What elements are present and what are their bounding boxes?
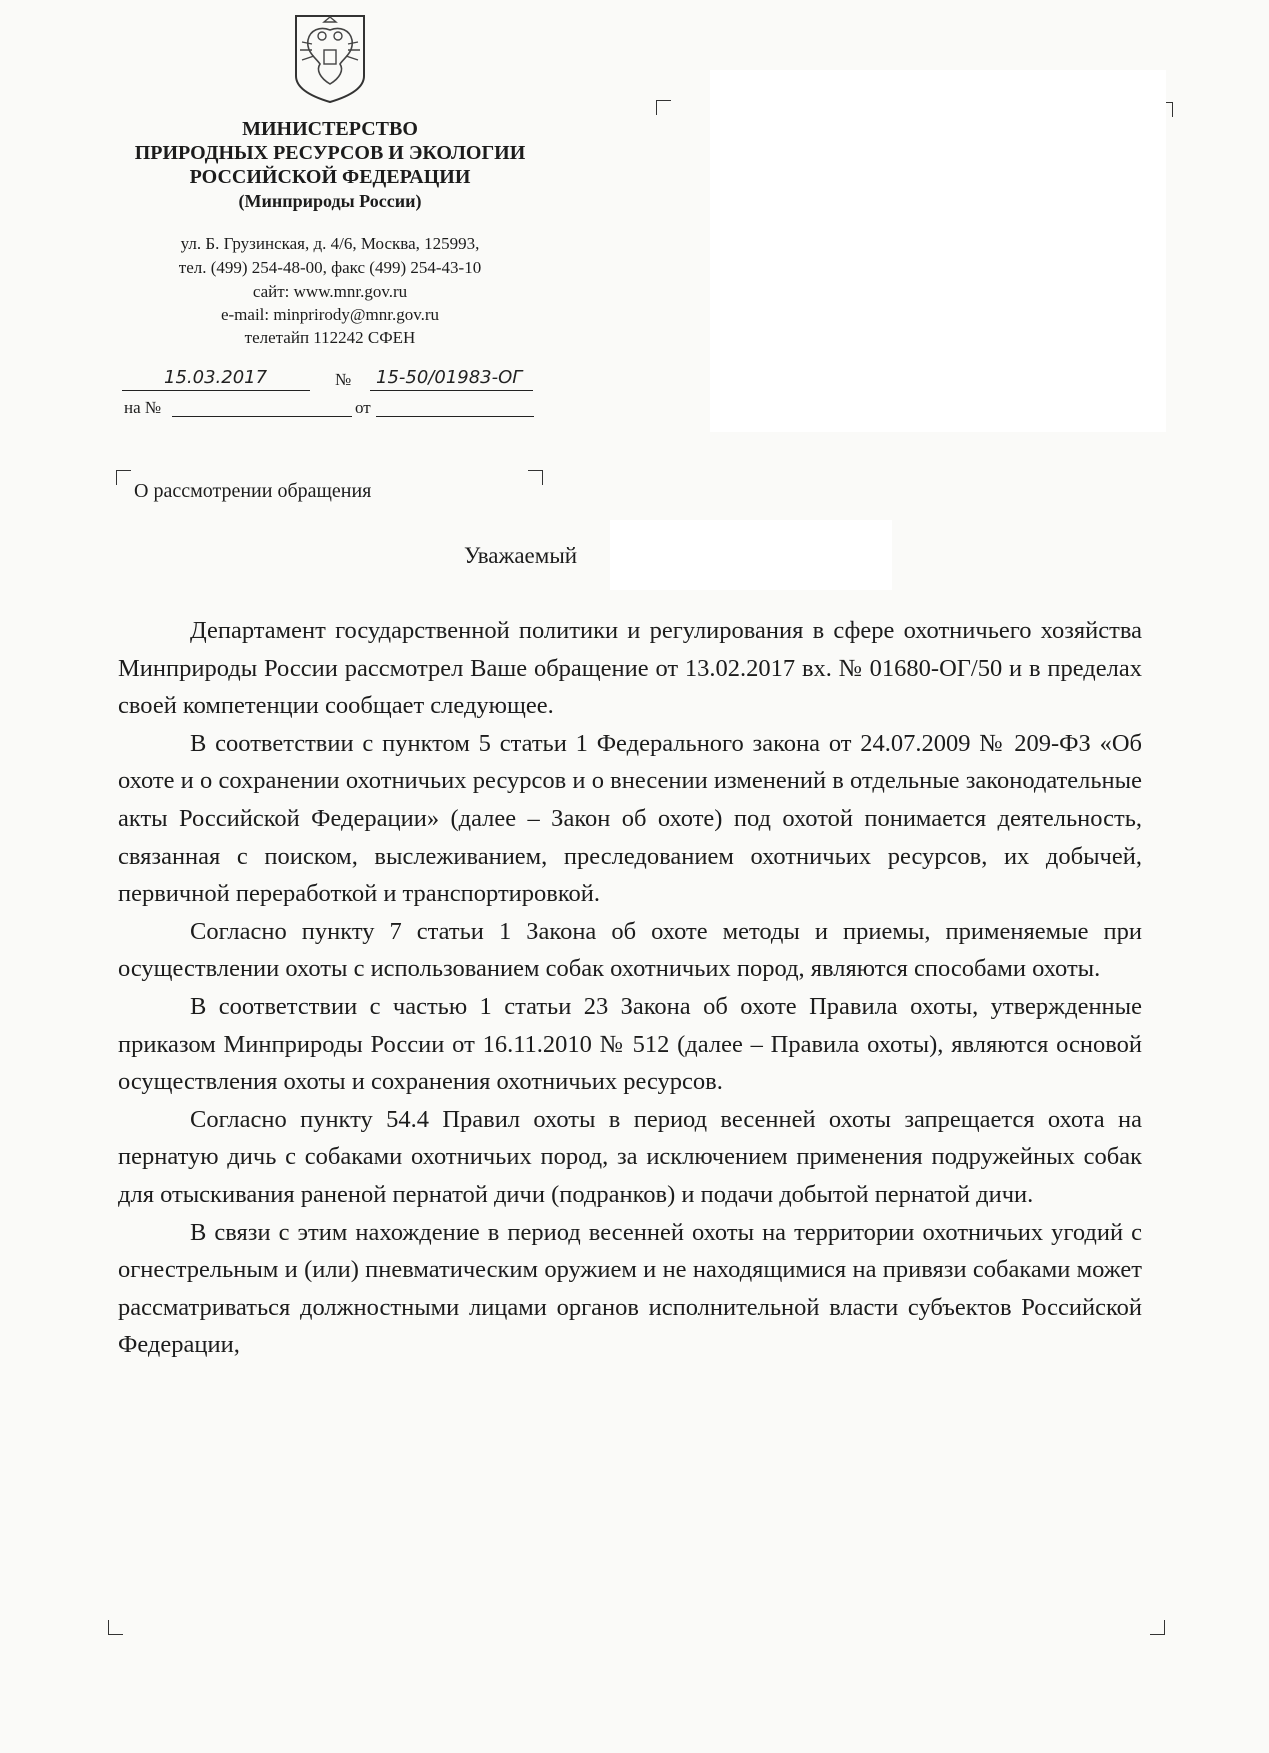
in-reply-number-field <box>172 396 352 417</box>
in-reply-date-field <box>376 396 534 417</box>
letter-body <box>118 612 1142 1364</box>
paragraph-5: Согласно пункту 54.4 Правил охоты в период весенней охоты запрещается охота на пернатую дичь с собаками охотничьих пород, за исключением применения подружейных собак для отыскивания раненой пернатой дичи (подранков) и подачи добытой пернатой дичи. <box>118 1105 1142 1208</box>
phone-line: тел. (499) 254-48-00, факс (499) 254-43-10 <box>178 258 482 277</box>
greeting: Уважаемый <box>464 543 578 568</box>
subject-line: О рассмотрении обращения <box>134 480 372 502</box>
ministry-name-line1: МИНИСТЕРСТВО <box>242 118 418 140</box>
from-label: от <box>355 398 371 417</box>
paragraph-1: Департамент государственной политики и регулирования в сфере охотничьего хозяйства Минприроды России рассмотрел Ваше обращение от 13.02.2017 вх. № 01680-ОГ/50 и в пределах своей компетенции сообщает следующее. <box>118 617 1142 720</box>
site-line: сайт: www.mnr.gov.ru <box>252 282 408 301</box>
email-line: e-mail: minprirody@mnr.gov.ru <box>220 305 440 324</box>
address-corner-tl <box>656 100 671 115</box>
paragraph-2: В соответствии с пунктом 5 статьи 1 Федерального закона от 24.07.2009 № 209-ФЗ «Об охоте и о сохранении охотничьих ресурсов и о внесении изменений в отдельные законодательные акты Российской Федерации» (далее – Закон об охоте) под охотой понимается деятельность, связанная с поиском, выслеживанием, преследованием охотничьих ресурсов, их добычей, первичной переработкой и транспортировкой. <box>118 729 1142 908</box>
page-corner-br <box>1150 1620 1165 1635</box>
paragraph-3: Согласно пункту 7 статьи 1 Закона об охоте методы и приемы, применяемые при осуществлении охоты с использованием собак охотничьих пород, являются способами охоты. <box>118 917 1142 983</box>
paragraph-4: В соответствии с частью 1 статьи 23 Закона об охоте Правила охоты, утвержденные приказом Минприроды России от 16.11.2010 № 512 (далее – Правила охоты), являются основой осуществления охоты и сохранения охотничьих ресурсов. <box>118 992 1142 1096</box>
redacted-addressee-name <box>610 520 892 590</box>
redacted-recipient-block <box>710 70 1166 432</box>
ministry-short-name: (Минприроды России) <box>238 191 422 211</box>
in-reply-label: на № <box>124 398 162 417</box>
subject-corner-left <box>116 470 131 485</box>
ministry-name-line2: ПРИРОДНЫХ РЕСУРСОВ И ЭКОЛОГИИ <box>134 142 526 164</box>
page-corner-bl <box>108 1620 123 1635</box>
teletype-line: телетайп 112242 СФЕН <box>244 328 416 347</box>
number-label: № <box>335 370 352 389</box>
coat-of-arms-icon <box>290 12 370 104</box>
subject-corner-right <box>528 470 543 485</box>
ministry-name-line3: РОССИЙСКОЙ ФЕДЕРАЦИИ <box>189 166 471 188</box>
outgoing-date: 15.03.2017 <box>164 367 268 388</box>
paragraph-6: В связи с этим нахождение в период весенней охоты на территории охотничьих угодий с огнестрельным и (или) пневматическим оружием и не находящимися на привязи собаками может рассматриваться должностными лицами органов исполнительной власти субъектов Российской Федерации, <box>118 1218 1142 1359</box>
number-field <box>370 366 533 391</box>
address-line: ул. Б. Грузинская, д. 4/6, Москва, 125993, <box>180 234 480 253</box>
outgoing-number: 15-50/01983-ОГ <box>376 367 523 388</box>
date-field <box>122 366 310 391</box>
